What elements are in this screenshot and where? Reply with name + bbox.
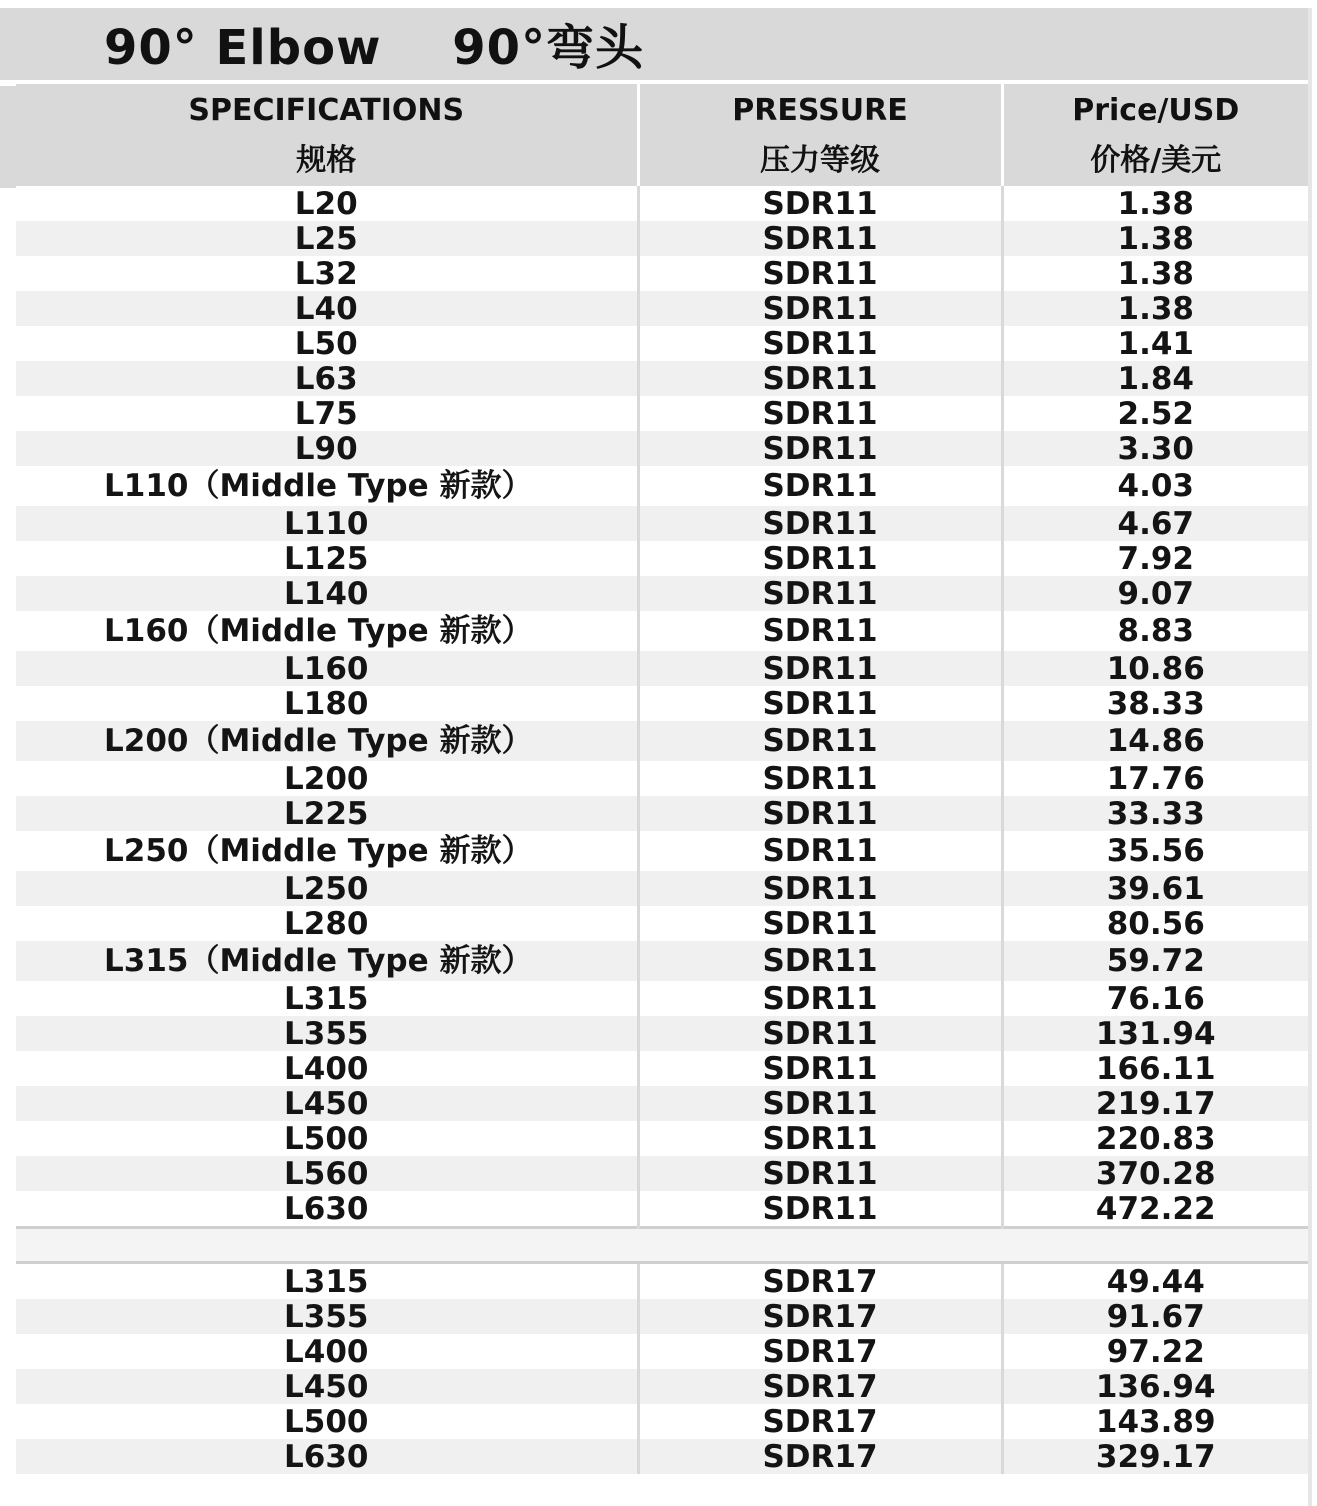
table-row [16,941,1308,981]
cell-spec: L90 [16,431,638,466]
cell-price: 2.52 [1002,396,1308,431]
table-row [16,1263,1308,1300]
table-row [16,906,1308,941]
table-row [16,256,1308,291]
cell-spec: L63 [16,361,638,396]
cell-price: 370.28 [1002,1156,1308,1191]
cell-spec: L32 [294,255,358,292]
cell-price: 97.22 [1002,1334,1308,1369]
cell-price: 136.94 [1002,1369,1308,1404]
cell-price: 219.17 [1002,1086,1308,1121]
cell-spec: L250（Middle Type 新款） [104,833,533,869]
cell-spec: L355 [16,1016,638,1051]
cell-price: 35.56 [1002,831,1308,871]
right-edge [1308,8,1312,1506]
cell-pressure: SDR11 [638,541,1002,576]
table-body [16,186,1308,1474]
table-header [16,84,1308,186]
table-row [16,871,1308,906]
cell-spec: L75 [294,395,358,432]
cell-pressure: SDR11 [638,186,1002,221]
cell-spec: L400 [284,1333,369,1370]
cell-pressure: SDR11 [638,796,1002,831]
cell-pressure: SDR11 [638,361,1002,396]
cell-pressure: SDR11 [638,466,1002,506]
cell-pressure: SDR11 [638,651,1002,686]
cell-spec: L355 [16,1299,638,1334]
cell-spec: L500 [284,1120,369,1157]
cell-price: 38.33 [1002,686,1308,721]
cell-spec: L110（Middle Type 新款） [104,468,533,504]
cell-spec: L125 [284,540,369,577]
table-row [16,651,1308,686]
table-row [16,1156,1308,1191]
cell-spec: L315 [284,1263,369,1300]
header-price-zh: 价格/美元 [1090,143,1222,178]
cell-price: 131.94 [1002,1016,1308,1051]
header-pressure-zh: 压力等级 [760,143,880,178]
cell-spec: L400 [284,1050,369,1087]
cell-pressure: SDR17 [638,1263,1002,1300]
cell-spec: L200 [284,760,369,797]
cell-pressure: SDR17 [638,1334,1002,1369]
table-row [16,326,1308,361]
cell-pressure: SDR17 [638,1369,1002,1404]
cell-spec: L20 [294,185,358,222]
table-row [16,431,1308,466]
cell-spec: L500 [284,1403,369,1440]
table-row [16,221,1308,256]
cell-spec: L40 [16,291,638,326]
cell-pressure: SDR11 [638,1121,1002,1156]
cell-pressure: SDR11 [638,941,1002,981]
cell-pressure: SDR11 [638,871,1002,906]
cell-pressure: SDR11 [638,396,1002,431]
table-row [16,541,1308,576]
cell-pressure: SDR11 [638,291,1002,326]
cell-price: 49.44 [1002,1263,1308,1300]
cell-price: 3.30 [1002,431,1308,466]
cell-pressure: SDR11 [638,1086,1002,1121]
cell-pressure: SDR11 [638,326,1002,361]
cell-spec: L110 [16,506,638,541]
cell-pressure: SDR11 [638,831,1002,871]
table-row [16,186,1308,221]
table-row [16,761,1308,796]
cell-spec: L315（Middle Type 新款） [16,941,638,981]
header-price-en: Price/USD [1072,93,1240,128]
cell-price: 1.38 [1002,186,1308,221]
cell-price [1002,1228,1308,1263]
cell-price: 4.03 [1002,466,1308,506]
header-spec-zh: 规格 [296,143,357,178]
cell-spec: L160 [16,651,638,686]
cell-pressure: SDR11 [638,431,1002,466]
cell-pressure: SDR11 [638,506,1002,541]
cell-spec: L450 [16,1086,638,1121]
cell-price: 143.89 [1002,1404,1308,1439]
cell-pressure: SDR11 [638,611,1002,651]
table-row [16,1051,1308,1086]
header-pressure-en: PRESSURE [732,93,908,128]
cell-spec: L160（Middle Type 新款） [104,613,533,649]
cell-price: 33.33 [1002,796,1308,831]
cell-price: 472.22 [1002,1191,1308,1228]
cell-spec: L560 [16,1156,638,1191]
table-row [16,506,1308,541]
cell-pressure: SDR11 [638,576,1002,611]
table-row [16,1016,1308,1051]
cell-price: 80.56 [1002,906,1308,941]
cell-spec: L250 [16,871,638,906]
table-row [16,1369,1308,1404]
cell-spec: L50 [294,325,358,362]
cell-price: 1.84 [1002,361,1308,396]
table-row [16,686,1308,721]
cell-price: 1.41 [1002,326,1308,361]
table-row [16,721,1308,761]
cell-pressure: SDR17 [638,1404,1002,1439]
table-row [16,1439,1308,1474]
cell-pressure: SDR11 [638,256,1002,291]
cell-pressure: SDR11 [638,721,1002,761]
header-spec-en: SPECIFICATIONS [188,93,465,128]
cell-price: 329.17 [1002,1439,1308,1474]
cell-pressure [638,1228,1002,1263]
cell-price: 14.86 [1002,721,1308,761]
cell-spec: L315 [284,980,369,1017]
cell-price: 76.16 [1002,981,1308,1016]
table-spacer-row [16,1228,1308,1263]
cell-pressure: SDR11 [638,1016,1002,1051]
table-row [16,1121,1308,1156]
header-price [1002,84,1308,186]
price-table [16,84,1308,1474]
cell-pressure: SDR11 [638,221,1002,256]
header-pressure [638,84,1002,186]
cell-pressure: SDR11 [638,761,1002,796]
cell-pressure: SDR11 [638,1156,1002,1191]
page-title: 90° Elbow 90°弯头 [104,20,645,76]
cell-price: 8.83 [1002,611,1308,651]
price-sheet [16,84,1308,1474]
cell-price: 1.38 [1002,221,1308,256]
cell-price: 166.11 [1002,1051,1308,1086]
table-row [16,1299,1308,1334]
cell-price: 4.67 [1002,506,1308,541]
cell-spec: L280 [284,905,369,942]
cell-pressure: SDR11 [638,1191,1002,1228]
table-row [16,291,1308,326]
cell-price: 9.07 [1002,576,1308,611]
cell-spec: L450 [16,1369,638,1404]
title-bar [0,8,1311,80]
table-row [16,831,1308,871]
table-row [16,1404,1308,1439]
table-row [16,981,1308,1016]
table-row [16,1334,1308,1369]
cell-pressure: SDR11 [638,981,1002,1016]
table-row [16,466,1308,506]
cell-spec [16,1228,638,1263]
cell-pressure: SDR11 [638,686,1002,721]
cell-price: 10.86 [1002,651,1308,686]
cell-pressure: SDR17 [638,1439,1002,1474]
cell-price: 39.61 [1002,871,1308,906]
cell-price: 1.38 [1002,291,1308,326]
table-row [16,576,1308,611]
cell-price: 220.83 [1002,1121,1308,1156]
cell-spec: L200（Middle Type 新款） [16,721,638,761]
table-row [16,796,1308,831]
cell-pressure: SDR17 [638,1299,1002,1334]
cell-price: 1.38 [1002,256,1308,291]
cell-spec: L180 [284,685,369,722]
header-specifications [16,84,638,186]
table-row [16,361,1308,396]
table-row [16,1191,1308,1228]
table-row [16,611,1308,651]
table-row [16,396,1308,431]
cell-spec: L630 [284,1190,369,1227]
table-row [16,1086,1308,1121]
cell-spec: L630 [16,1439,638,1474]
cell-price: 59.72 [1002,941,1308,981]
cell-price: 91.67 [1002,1299,1308,1334]
cell-pressure: SDR11 [638,906,1002,941]
cell-spec: L140 [16,576,638,611]
cell-price: 17.76 [1002,761,1308,796]
cell-price: 7.92 [1002,541,1308,576]
cell-pressure: SDR11 [638,1051,1002,1086]
cell-spec: L225 [16,796,638,831]
cell-spec: L25 [16,221,638,256]
left-rule [0,86,16,188]
